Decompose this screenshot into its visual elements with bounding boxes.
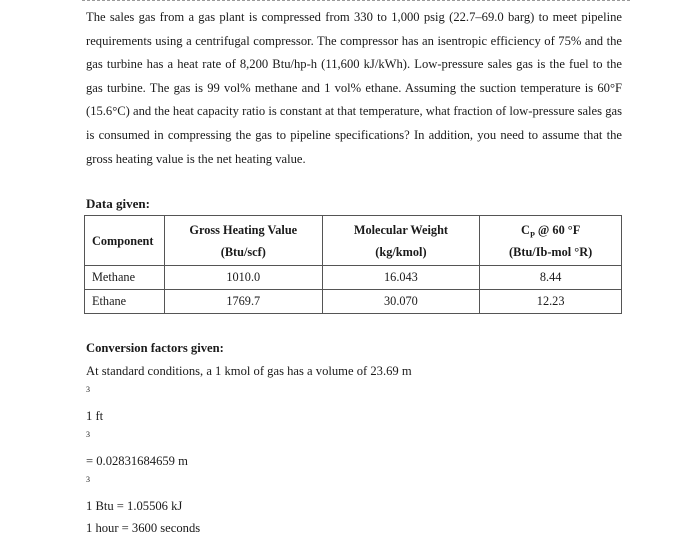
header-molecular-weight: Molecular Weight (kg/kmol) — [322, 216, 480, 266]
cell-heat-capacity: 12.23 — [480, 290, 622, 314]
cell-gross-heating-value: 1010.0 — [164, 266, 322, 290]
header-heat-capacity: $C_P$ @ 60 °F (Btu/Ib-mol °R) — [480, 216, 622, 266]
conversion-line-ft3: 1 ft $^3$ = 0.02831684659 m $^3$ — [86, 408, 188, 484]
problem-statement: The sales gas from a gas plant is compressed from 330 to 1,000 psig (22.7–69.0 barg) to meet pipeline requirements using a centrifugal compressor. The compressor has an isentropic efficiency of 75% and the gas turbine has a heat rate of 8,200 Btu/hp-h (11,600 kJ/kWh). Low-pressure sales gas is the fuel to the gas turbine. The gas is 99 vol% methane and 1 vol% ethane. Assuming the suction temperature is 60°F (15.6°C) and the heat capacity ratio is constant at that temperature, what fraction of low-pressure sales gas is consumed in compressing the gas to pipeline specifications? In addition, you need to assume that the gross heating value is the net heating value. — [86, 10, 622, 166]
cell-component: Ethane — [85, 290, 165, 314]
cell-heat-capacity: 8.44 — [480, 266, 622, 290]
table-row — [85, 266, 622, 290]
conversion-line-kmol-volume: At standard conditions, a 1 kmol of gas has a volume of 23.69 m $^3$ — [86, 363, 412, 394]
header-gross-heating-value: Gross Heating Value (Btu/scf) — [164, 216, 322, 266]
conversion-line-btu: 1 Btu = 1.05506 kJ — [86, 498, 183, 513]
cell-molecular-weight: 16.043 — [322, 266, 480, 290]
data-given-heading: Data given: — [86, 196, 150, 211]
cell-component: Methane — [85, 266, 165, 290]
conversion-factors — [86, 337, 412, 540]
data-table — [84, 215, 622, 314]
table-row — [85, 290, 622, 314]
cell-gross-heating-value: 1769.7 — [164, 290, 322, 314]
conversion-line-hour: 1 hour = 3600 seconds — [86, 521, 201, 535]
table-header-row — [85, 216, 622, 266]
top-dashed-divider — [82, 0, 630, 1]
header-component: Component — [85, 216, 165, 266]
cell-molecular-weight: 30.070 — [322, 290, 480, 314]
conversion-heading: Conversion factors given: — [86, 341, 224, 355]
